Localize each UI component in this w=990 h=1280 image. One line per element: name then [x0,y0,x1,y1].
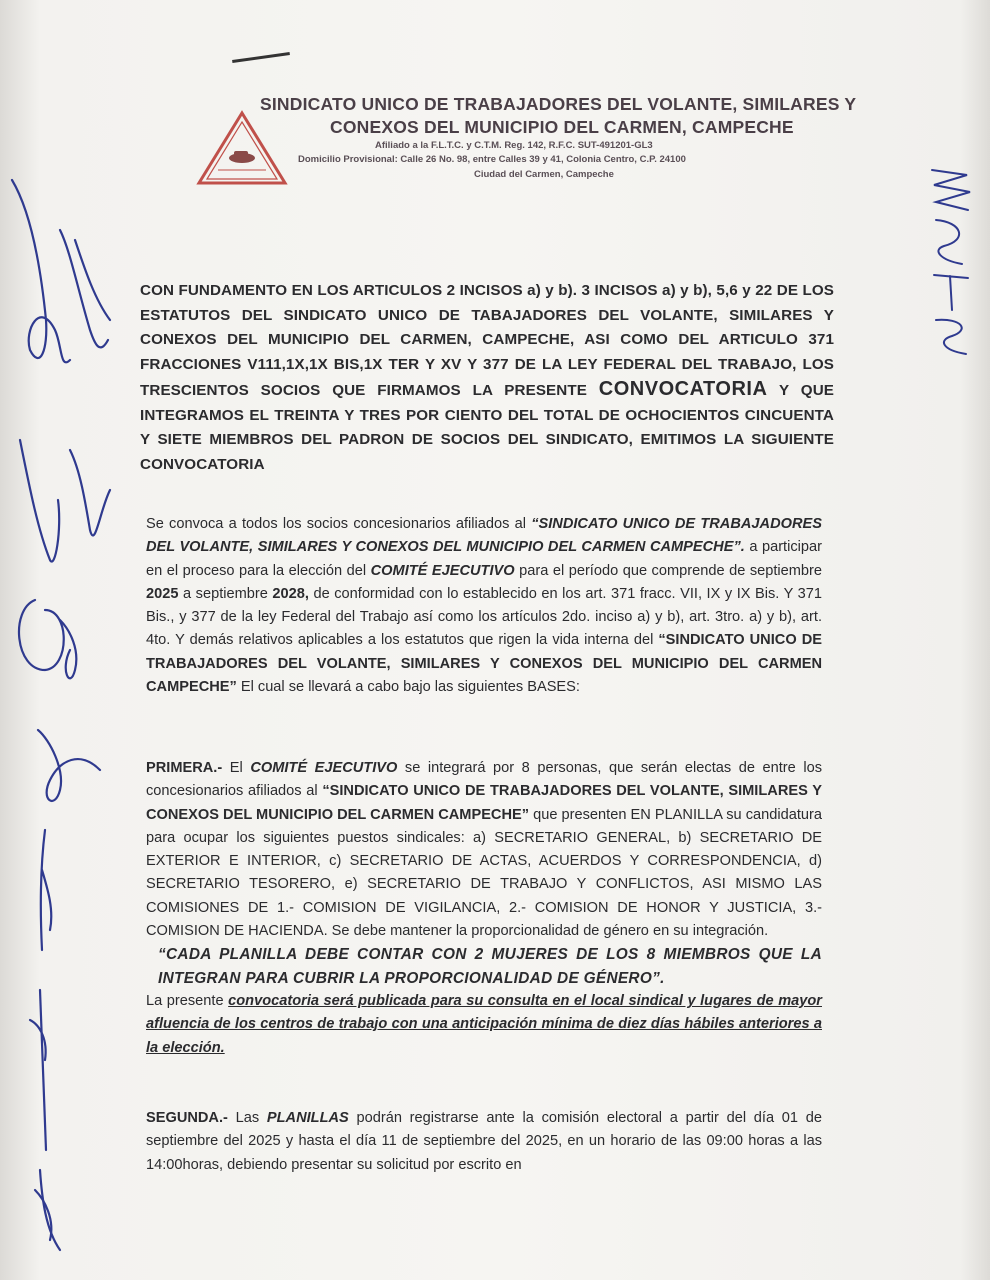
header-affiliation: Afiliado a la F.L.T.C. y C.T.M. Reg. 142, R.F.C. SUT-491201-GL3 [375,140,653,151]
intro-text: CON FUNDAMENTO EN LOS ARTICULOS 2 INCISOS a) y b). 3 INCISOS a) y b), 5,6 y 22 DE LOS ESTATUTOS DEL SINDICATO UNICO DE TABAJADORES DEL VOLANTE, SIMILARES Y CONEXOS DEL MUNICIPIO DEL CARMEN, CAMPECHE, ASI COMO DEL ARTICULO 371 FRACCIONES V111,1X,1X BIS,1X TER Y XV Y 377 DE LA LEY FEDERAL DEL TRABAJO, LOS TRESCIENTOS SOCIOS QUE FIRMAMOS LA PRESENTE [140,282,834,399]
header-union-name-line2: CONEXOS DEL MUNICIPIO DEL CARMEN, CAMPECHE [330,117,794,137]
header-address: Domicilio Provisional: Calle 26 No. 98, entre Calles 39 y 41, Colonia Centro, C.P. 24100 [298,154,686,165]
convocation-paragraph: Se convoca a todos los socios concesionarios afiliados al “SINDICATO UNICO DE TRABAJADORES DEL VOLANTE, SIMILARES Y CONEXOS DEL MUNICIPIO DEL CARMEN CAMPECHE”. a participar en el proceso para la elección del COMITÉ EJECUTIVO para el período que comprende de septiembre 2025 a septiembre 2028, de conformidad con lo establecido en los art. 371 fracc. VII, IX y IX Bis. Y 371 Bis., y 377 de la ley Federal del Trabajo así como los artículos 2do. inciso a) y b), art. 3tro. a) y b), art. 4to. Y demás relativos aplicables a los estatutos que rigen la vida interna del “SINDICATO UNICO DE TRABAJADORES DEL VOLANTE, SIMILARES Y CONEXOS DEL MUNICIPIO DEL CARMEN CAMPECHE” El cual se llevará a cabo bajo las siguientes BASES: [146,516,823,696]
margin-signatures [0,170,130,1270]
base-primera: PRIMERA.- El COMITÉ EJECUTIVO se integrará por 8 personas, que serán electas de entre los concesionarios afiliados al “SINDICATO UNICO DE TRABAJADORES DEL VOLANTE, SIMILARES Y CONEXOS DEL MUNICIPIO DEL CARMEN CAMPECHE” que presenten EN PLANILLA su candidatura para ocupar los siguientes puestos sindicales: a) SECRETARIO GENERAL, b) SECRETARIO DE EXTERIOR E INTERIOR, c) SECRETARIO DE ACTAS, ACUERDOS Y CORRESPONDENCIA, d) SECRETARIO TESORERO, e) SECRETARIO DE TRABAJO Y CONFLICTOS, ASI MISMO LAS COMISIONES DE 1.- COMISION DE VIGILANCIA, 2.- COMISION DE HONOR Y JUSTICIA, 3.- COMISION DE HACIENDA. Se debe mantener la proporcionalidad de género en su integración. “CADA PLANILLA DEBE CONTAR CON 2 MUJERES DE LOS 8 MIEMBROS QUE LA INTEGRAN PARA CUBRIR LA PROPORCIONALIDAD DE GÉNERO”. La presente convocatoria será publicada para su consulta en el local sindical y lugares de mayor afluencia de los centros de trabajo con una anticipación mínima de diez días hábiles anteriores a la elección. [146,757,822,1060]
union-name-bold: “SINDICATO UNICO DE TRABAJADORES DEL VOLANTE, SIMILARES Y CONEXOS DEL MUNICIPIO DEL CARMEN CAMPECHE” [146,632,822,696]
intro-text-end: Y QUE INTEGRAMOS EL TREINTA Y TRES POR CIENTO DEL TOTAL DE OCHOCIENTOS CINCUENTA Y SIETE MIEMBROS DEL PADRON DE SOCIOS DEL SINDICATO, EMITIMOS LA SIGUIENTE CONVOCATORIA [140,382,834,473]
union-logo [196,110,288,186]
base-segunda: SEGUNDA.- Las PLANILLAS podrán registrarse ante la comisión electoral a partir del día 01 de septiembre del 2025 y hasta el día 11 de septiembre del 2025, en un horario de las 09:00 horas a las 14:00horas, debiendo presentar su solicitud por escrito en [146,1110,823,1173]
publication-note: La presente convocatoria será publicada para su consulta en el local sindical y lugares de mayor afluencia de los centros de trabajo con una anticipación mínima de diez días hábiles anteriores a la elección. [146,992,822,1056]
pen-mark [232,52,290,63]
union-name-italic: “SINDICATO UNICO DE TRABAJADORES DEL VOLANTE, SIMILARES Y CONEXOS DEL MUNICIPIO DEL CARMEN CAMPECHE”. [146,516,822,556]
comite-ejecutivo: COMITÉ EJECUTIVO [370,562,515,579]
primera-label: PRIMERA.- [146,760,223,776]
intro-paragraph [140,279,834,477]
convocatoria-emphasis: CONVOCATORIA [598,378,768,400]
header-city: Ciudad del Carmen, Campeche [474,169,614,180]
gender-quota-quote: “CADA PLANILLA DEBE CONTAR CON 2 MUJERES DE LOS 8 MIEMBROS QUE LA INTEGRAN PARA CUBRIR LA PROPORCIONALIDAD DE GÉNERO”. [158,946,822,987]
header-union-name-line1: SINDICATO UNICO DE TRABAJADORES DEL VOLANTE, SIMILARES Y [260,94,857,114]
segunda-label: SEGUNDA.- [146,1110,228,1126]
right-margin-signature [922,160,980,360]
